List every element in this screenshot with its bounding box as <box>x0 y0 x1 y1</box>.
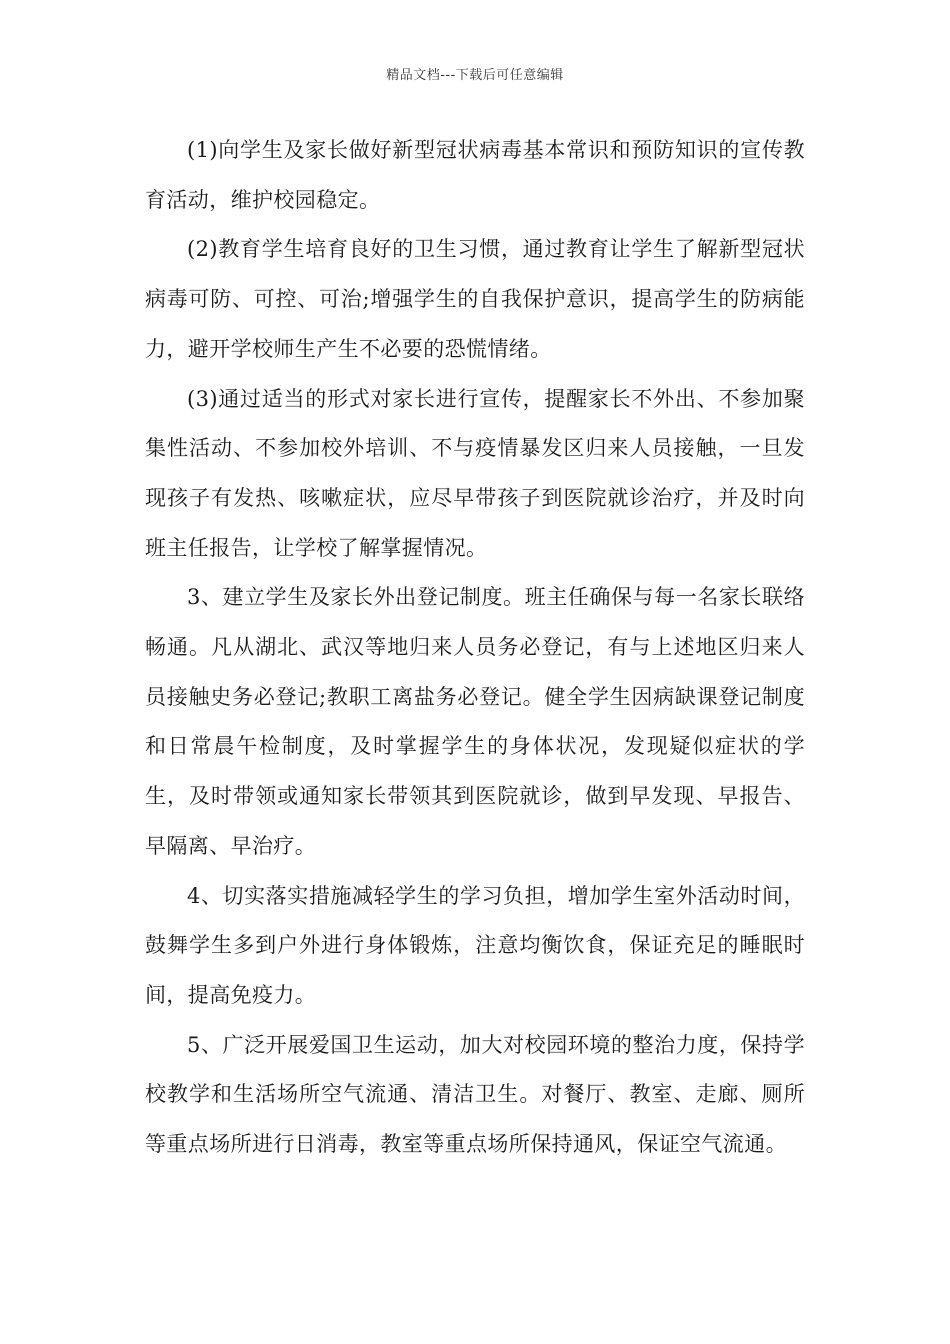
paragraph-6: 5、广泛开展爱国卫生运动，加大对校园环境的整治力度，保持学校教学和生活场所空气流通、清洁卫生。对餐厅、教室、走廊、厕所等重点场所进行日消毒，教室等重点场所保持通风，保证空气流通。 <box>145 1032 805 1157</box>
paragraph-3: (3)通过适当的形式对家长进行宣传，提醒家长不外出、不参加聚集性活动、不参加校外培训、不与疫情暴发区归来人员接触，一旦发现孩子有发热、咳嗽症状，应尽早带孩子到医院就诊治疗，并及时向班主任报告，让学校了解掌握情况。 <box>145 386 805 560</box>
paragraph-4: 3、建立学生及家长外出登记制度。班主任确保与每一名家长联络畅通。凡从湖北、武汉等地归来人员务必登记，有与上述地区归来人员接触史务必登记;教职工离盐务必登记。健全学生因病缺课登记制度和日常晨午检制度，及时掌握学生的身体状况，发现疑似症状的学生，及时带领或通知家长带领其到医院就诊，做到早发现、早报告、早隔离、早治疗。 <box>145 585 805 858</box>
paragraph-5: 4、切实落实措施减轻学生的学习负担，增加学生室外活动时间，鼓舞学生多到户外进行身体锻炼，注意均衡饮食，保证充足的睡眠时间，提高免疫力。 <box>145 883 805 1007</box>
document-body <box>145 126 805 1170</box>
paragraph-2: (2)教育学生培育良好的卫生习惯，通过教育让学生了解新型冠状病毒可防、可控、可治;增强学生的自我保护意识，提高学生的防病能力，避开学校师生产生不必要的恐慌情绪。 <box>145 237 805 361</box>
paragraph-1: (1)向学生及家长做好新型冠状病毒基本常识和预防知识的宣传教育活动，维护校园稳定。 <box>145 138 805 212</box>
page-header: 精品文档---下载后可任意编辑 <box>386 68 564 83</box>
